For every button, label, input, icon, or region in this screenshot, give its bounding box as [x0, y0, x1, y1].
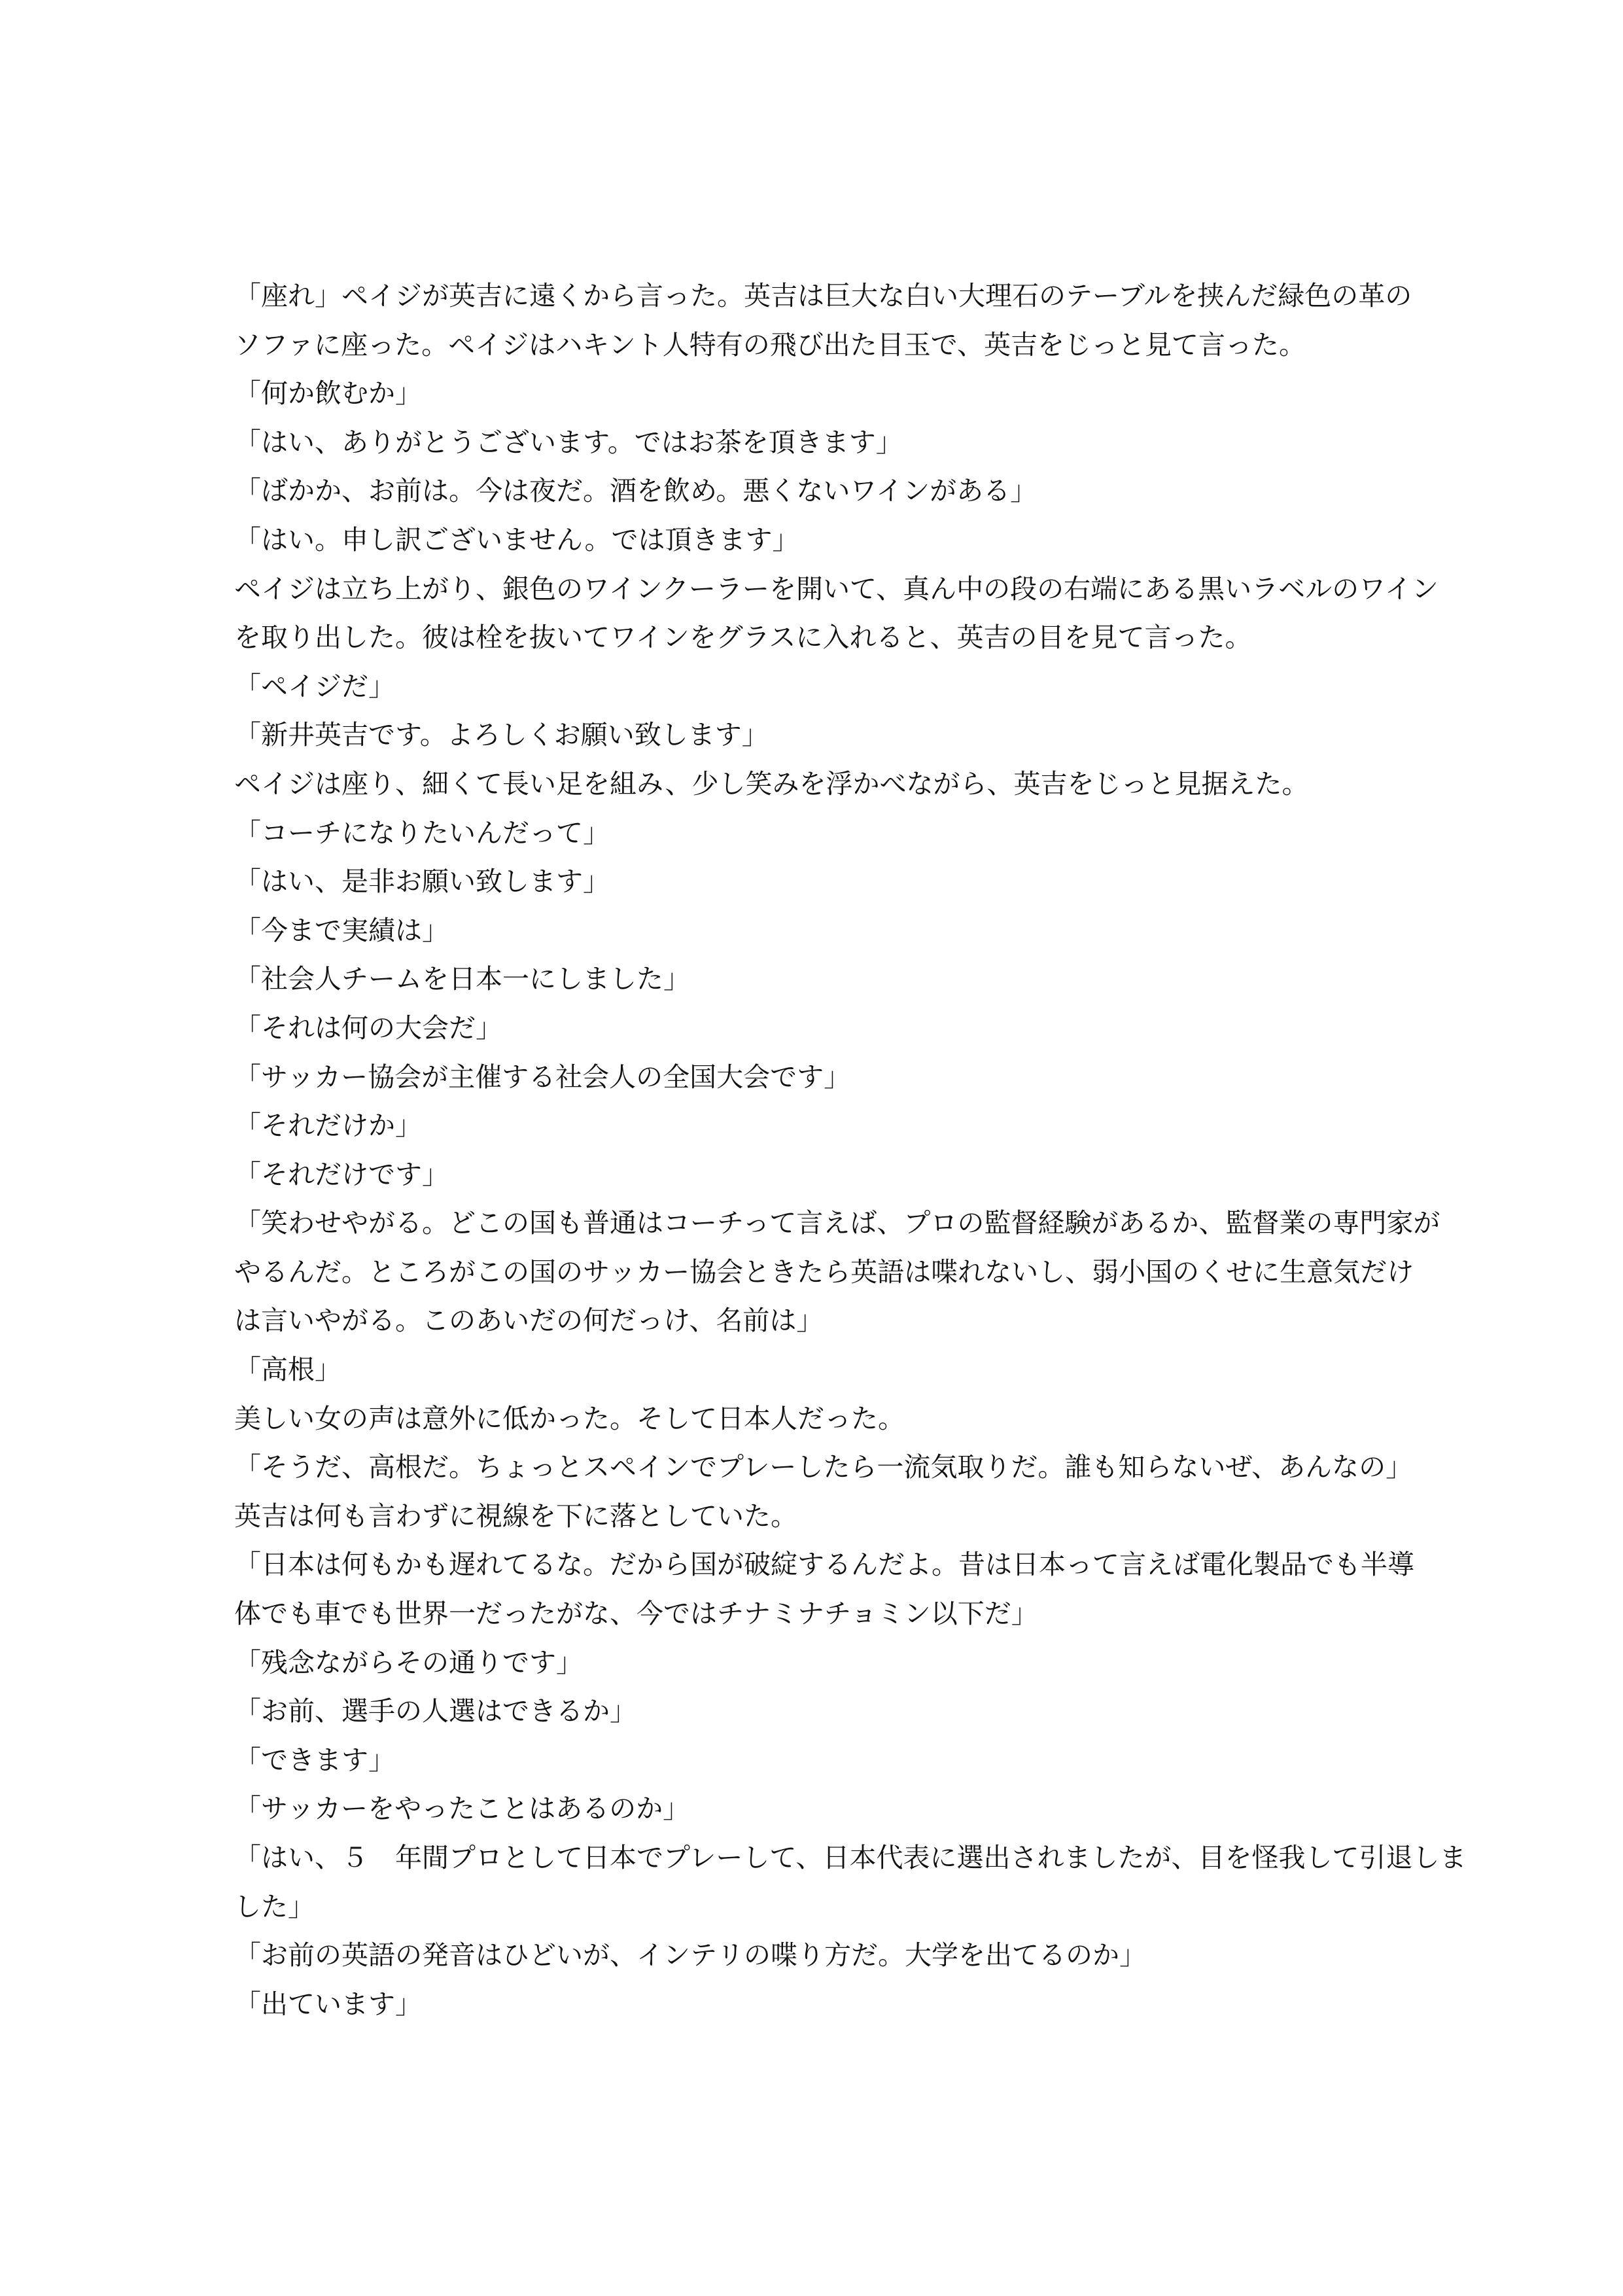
text-line: 「コーチになりたいんだって」	[234, 817, 610, 849]
text-line: 「それだけか」	[234, 1110, 422, 1142]
text-line: 「高根」	[234, 1354, 341, 1386]
text-line: 「はい。申し訳ございません。では頂きます」	[234, 523, 799, 556]
text-line: 「サッカーをやったことはあるのか」	[234, 1793, 690, 1825]
text-line: 「そうだ、高根だ。ちょっとスペインでプレーしたら一流気取りだ。誰も知らないぜ、あんなの」	[234, 1451, 1413, 1483]
text-line: 「それだけです」	[234, 1158, 449, 1190]
text-line: ペイジは立ち上がり、銀色のワインクーラーを開いて、真ん中の段の右端にある黒いラベルのワイン	[234, 573, 1439, 605]
text-line: 「出ています」	[234, 1988, 422, 2020]
text-line: 「サッカー協会が主催する社会人の全国大会です」	[234, 1061, 851, 1093]
text-line: やるんだ。ところがこの国のサッカー協会ときたら英語は喋れないし、弱小国のくせに生意気だけ	[234, 1256, 1414, 1288]
text-line: 「ペイジだ」	[234, 670, 395, 702]
text-line: 美しい女の声は意外に低かった。そして日本人だった。	[234, 1402, 905, 1434]
text-line: 「はい、ありがとうございます。ではお茶を頂きます」	[234, 426, 903, 458]
text-line: 「できます」	[234, 1744, 395, 1776]
text-line: 「はい、５ 年間プロとして日本でプレーして、日本代表に選出されましたが、目を怪我して引退しま	[234, 1842, 1467, 1873]
text-line: 「笑わせやがる。どこの国も普通はコーチって言えば、プロの監督経験があるか、監督業の専門家が	[234, 1207, 1440, 1239]
text-line: 「何か飲むか」	[234, 378, 422, 410]
text-line: 「日本は何もかも遅れてるな。だから国が破綻するんだよ。昔は日本って言えば電化製品でも半導	[234, 1549, 1414, 1581]
text-line: 英吉は何も言わずに視線を下に落としていた。	[234, 1500, 797, 1532]
text-line: 「ばかか、お前は。今は夜だ。酒を飲め。悪くないワインがある」	[234, 475, 1038, 507]
text-line: した」	[234, 1890, 315, 1922]
text-line: ソファに座った。ペイジはハキント人特有の飛び出た目玉で、英吉をじっと見て言った。	[234, 328, 1306, 361]
text-line: ペイジは座り、細くて長い足を組み、少し笑みを浮かべながら、英吉をじっと見据えた。	[234, 768, 1309, 800]
text-line: 体でも車でも世界一だったがな、今ではチナミナチョミン以下だ」	[234, 1598, 1038, 1630]
text-line: 「はい、是非お願い致します」	[234, 866, 610, 898]
text-line: は言いやがる。このあいだの何だっけ、名前は」	[234, 1305, 824, 1337]
body-text	[234, 272, 1467, 2028]
text-line: 「それは何の大会だ」	[234, 1012, 502, 1044]
text-line: 「今まで実績は」	[234, 914, 449, 946]
text-line: 「座れ」ペイジが英吉に遠くから言った。英吉は巨大な白い大理石のテーブルを挟んだ緑色の革の	[234, 280, 1412, 311]
text-line: 「お前、選手の人選はできるか」	[234, 1695, 637, 1727]
text-line: 「新井英吉です。よろしくお願い致します」	[234, 719, 769, 751]
text-line: 「社会人チームを日本一にしました」	[234, 963, 690, 995]
text-line: 「残念ながらその通りです」	[234, 1646, 583, 1678]
text-line: を取り出した。彼は栓を抜いてワインをグラスに入れると、英吉の目を見て言った。	[234, 622, 1252, 654]
text-line: 「お前の英語の発音はひどいが、インテリの喋り方だ。大学を出てるのか」	[234, 1939, 1146, 1971]
